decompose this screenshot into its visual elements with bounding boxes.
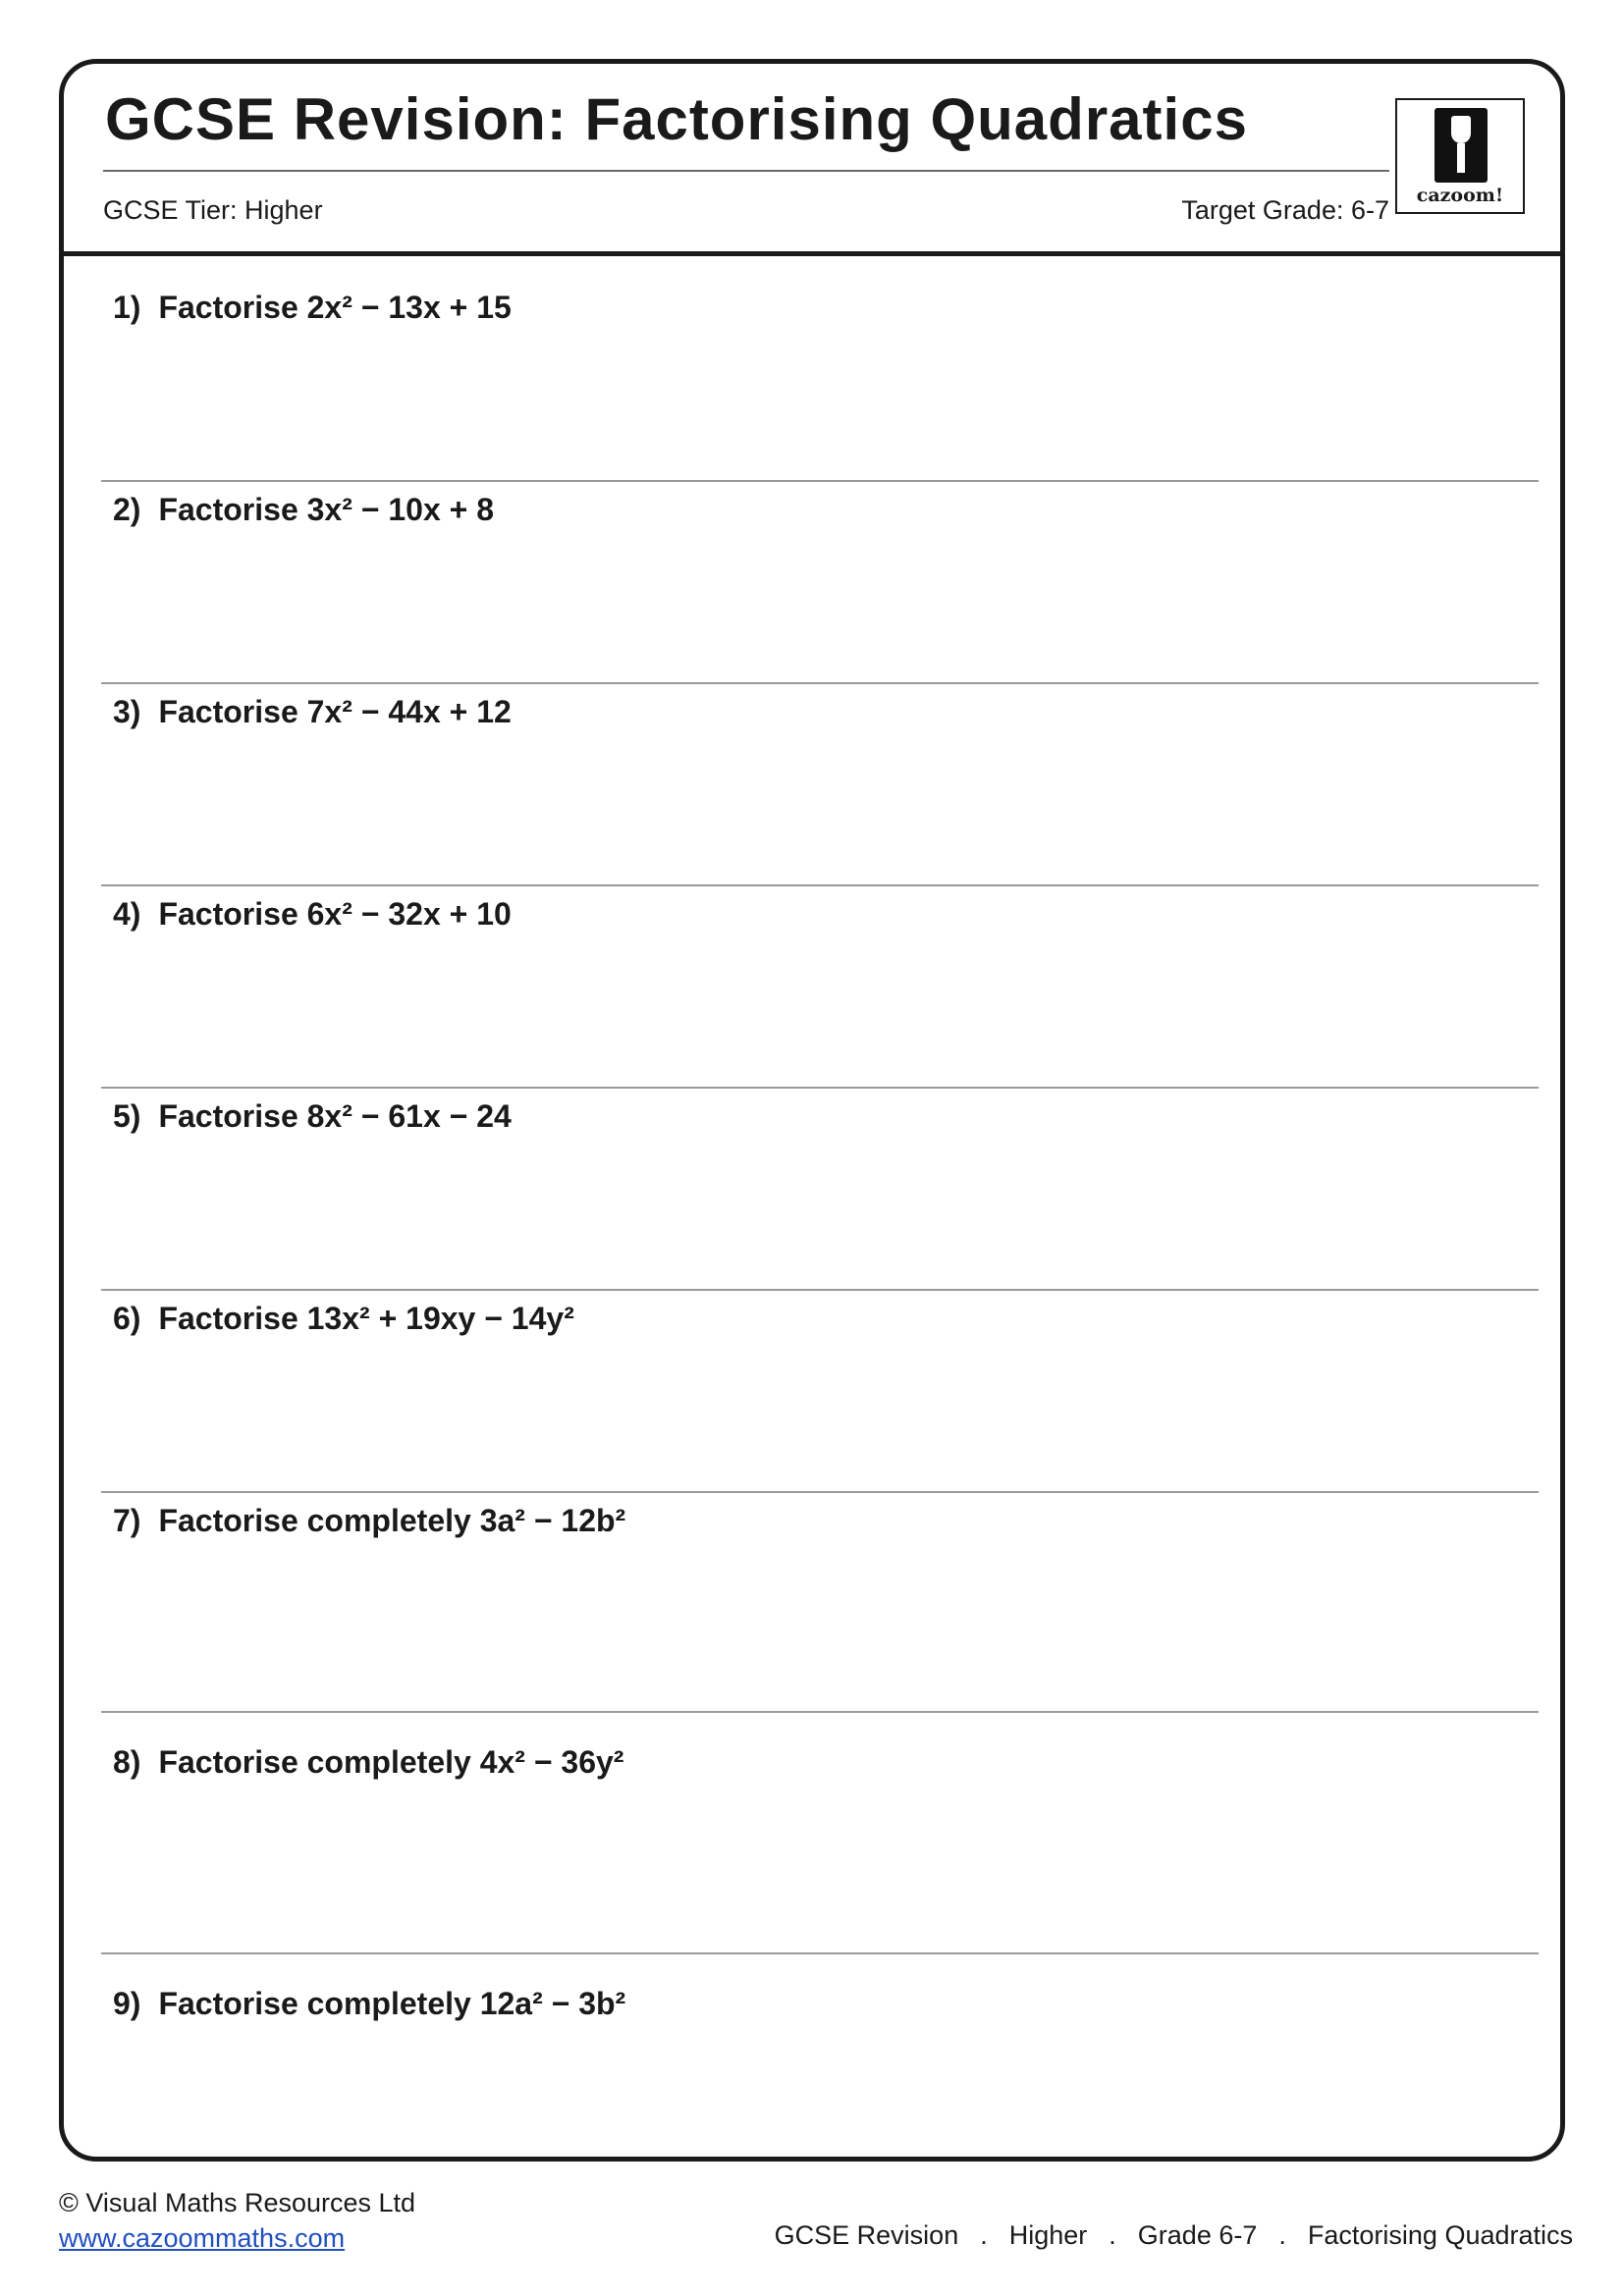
logo-wordmark: cazoom! [1416, 185, 1504, 206]
breadcrumb-item: Factorising Quadratics [1307, 2220, 1573, 2250]
question-text [113, 694, 512, 730]
footer-credits [59, 2185, 415, 2256]
question-text [113, 1301, 574, 1337]
answer-divider [101, 682, 1539, 684]
question-number: 9) [113, 1986, 141, 2021]
question-prompt: Factorise 6x² − 32x + 10 [158, 896, 512, 932]
question-text [113, 896, 512, 933]
worksheet-title: GCSE Revision: Factorising Quadratics [105, 86, 1248, 152]
breadcrumb-separator: . [1278, 2220, 1286, 2250]
question-text [113, 492, 494, 528]
question-text [113, 1744, 623, 1781]
breadcrumb-separator: . [1109, 2220, 1116, 2250]
answer-divider [101, 1491, 1539, 1493]
question-text [113, 1503, 625, 1539]
answer-divider [101, 1711, 1539, 1713]
question-number: 7) [113, 1503, 141, 1538]
breadcrumb-item: GCSE Revision [774, 2220, 959, 2250]
question-text [113, 1098, 512, 1135]
answer-divider [101, 1289, 1539, 1291]
website-link[interactable]: www.cazoommaths.com [59, 2223, 346, 2253]
logo-figure-icon [1435, 108, 1488, 183]
answer-divider [101, 1087, 1539, 1089]
answer-divider [101, 480, 1539, 482]
copyright-text: © Visual Maths Resources Ltd [59, 2188, 416, 2217]
question-text [113, 290, 512, 326]
target-grade-label: Target Grade: 6-7 [1181, 195, 1389, 225]
question-number: 2) [113, 492, 141, 527]
breadcrumb-item: Grade 6-7 [1137, 2220, 1258, 2250]
breadcrumb-item: Higher [1008, 2220, 1088, 2250]
question-number: 5) [113, 1098, 141, 1134]
question-number: 8) [113, 1744, 141, 1780]
question-prompt: Factorise 13x² + 19xy − 14y² [158, 1301, 574, 1336]
question-number: 3) [113, 694, 141, 729]
cazoom-logo [1395, 98, 1525, 214]
breadcrumb-separator: . [980, 2220, 988, 2250]
footer-breadcrumb [775, 2220, 1573, 2251]
question-prompt: Factorise 3x² − 10x + 8 [158, 492, 494, 527]
answer-divider [101, 1952, 1539, 1954]
question-text [113, 1986, 625, 2022]
question-prompt: Factorise 8x² − 61x − 24 [158, 1098, 512, 1134]
tier-label: GCSE Tier: Higher [103, 195, 323, 225]
question-number: 4) [113, 896, 141, 932]
question-number: 6) [113, 1301, 141, 1336]
question-prompt: Factorise completely 4x² − 36y² [158, 1744, 624, 1780]
question-prompt: Factorise 2x² − 13x + 15 [158, 290, 512, 325]
question-prompt: Factorise 7x² − 44x + 12 [158, 694, 512, 729]
question-number: 1) [113, 290, 141, 325]
question-prompt: Factorise completely 3a² − 12b² [158, 1503, 626, 1538]
worksheet-header [64, 64, 1560, 256]
question-prompt: Factorise completely 12a² − 3b² [158, 1986, 626, 2021]
answer-divider [101, 884, 1539, 886]
worksheet-frame [59, 59, 1565, 2162]
title-divider [103, 170, 1389, 172]
